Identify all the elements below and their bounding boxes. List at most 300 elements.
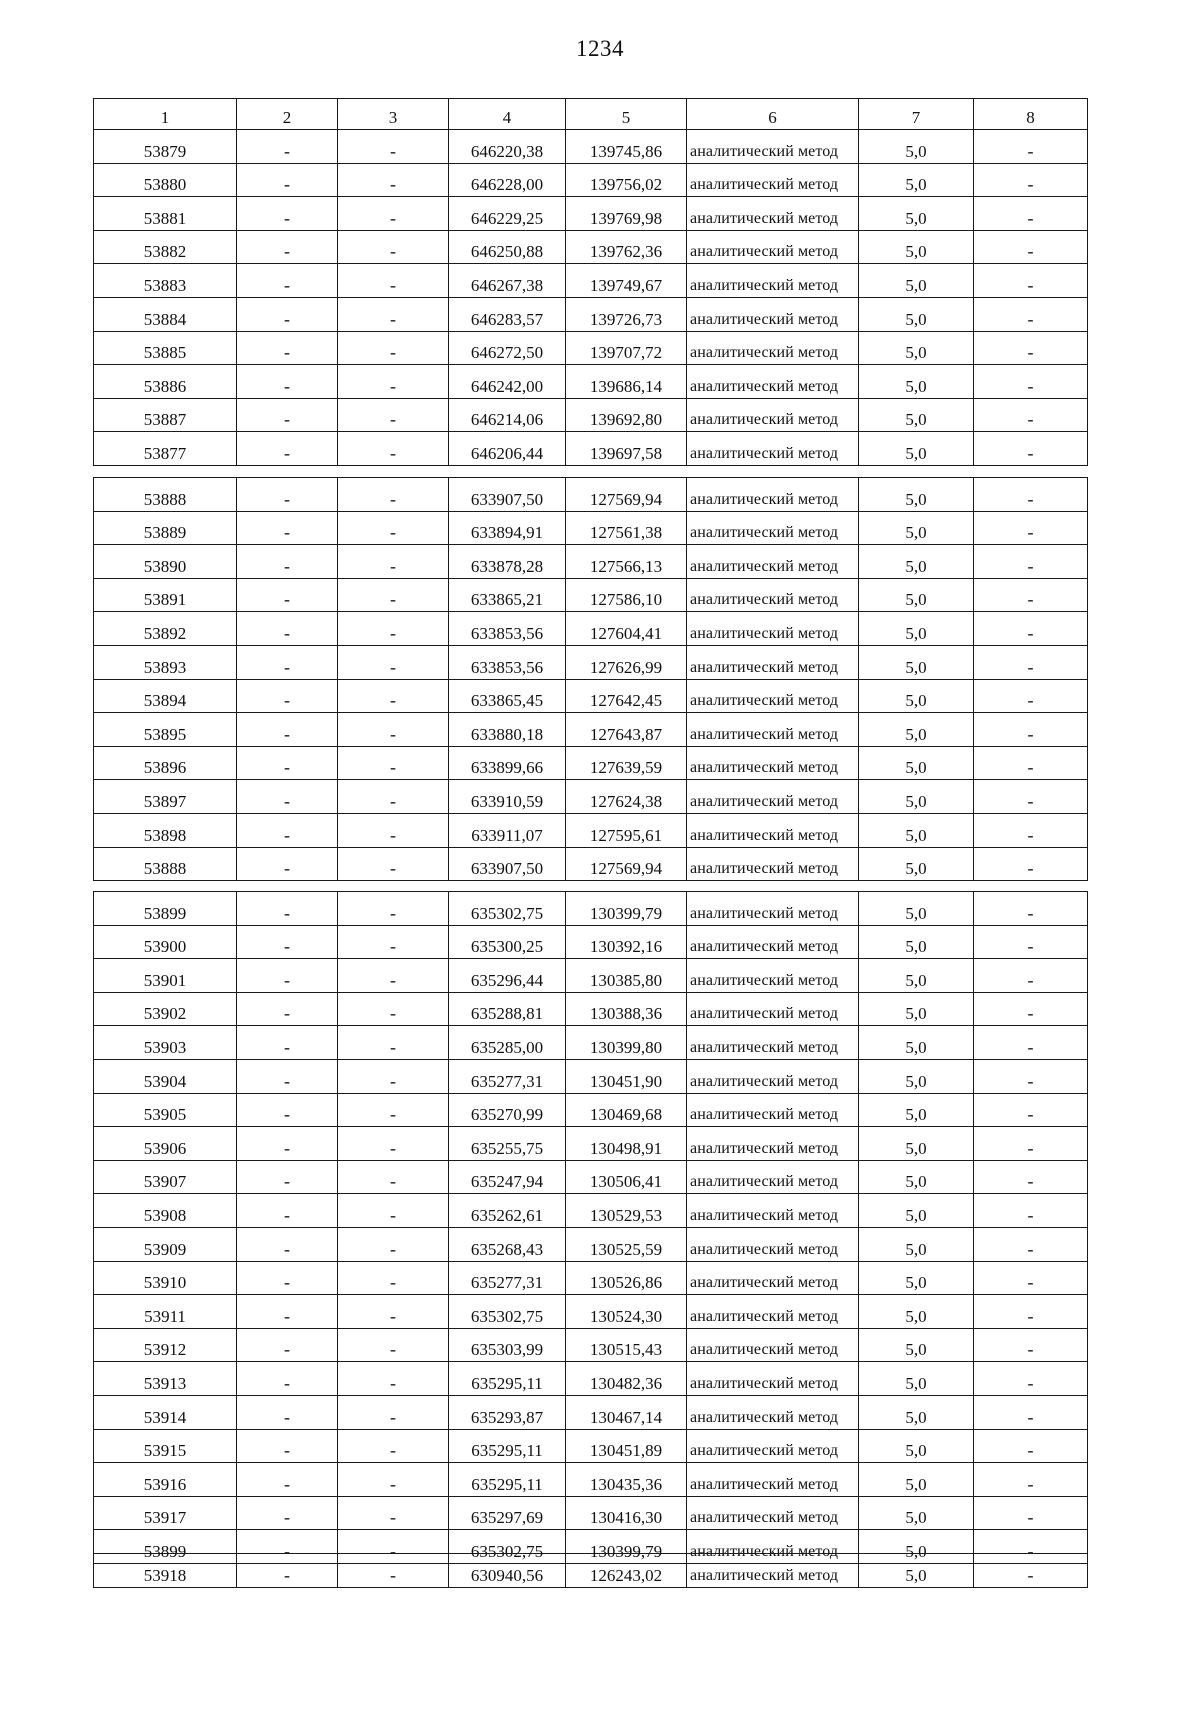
table-cell: -	[237, 1093, 338, 1127]
table-cell: -	[338, 331, 449, 365]
table-cell: -	[338, 1093, 449, 1127]
table-cell: аналитический метод	[687, 847, 859, 881]
table-cell: 127569,94	[566, 478, 687, 512]
table-cell: -	[338, 1059, 449, 1093]
table-cell: -	[974, 959, 1088, 993]
table-cell: -	[974, 1026, 1088, 1060]
table-cell: 635295,11	[449, 1362, 566, 1396]
table-row	[94, 992, 1088, 1026]
table-cell: аналитический метод	[687, 1496, 859, 1530]
table-cell: 139756,02	[566, 163, 687, 197]
table-cell: 633899,66	[449, 746, 566, 780]
table-cell: аналитический метод	[687, 130, 859, 164]
table-cell: -	[974, 892, 1088, 926]
table-row	[94, 780, 1088, 814]
table-cell: аналитический метод	[687, 892, 859, 926]
table-cell: аналитический метод	[687, 1093, 859, 1127]
table-cell: 5,0	[859, 1395, 974, 1429]
table-cell: -	[338, 1160, 449, 1194]
table-cell: 139749,67	[566, 264, 687, 298]
table-cell: -	[237, 612, 338, 646]
table-cell: 5,0	[859, 163, 974, 197]
table-cell: 633878,28	[449, 545, 566, 579]
table-row	[94, 1395, 1088, 1429]
table-cell: -	[338, 780, 449, 814]
coordinate-table-2	[93, 477, 1088, 881]
column-header: 1	[94, 99, 237, 130]
table-row	[94, 959, 1088, 993]
table-cell: 5,0	[859, 1059, 974, 1093]
table-cell: -	[237, 1059, 338, 1093]
table-cell: 130451,89	[566, 1429, 687, 1463]
table-cell: аналитический метод	[687, 578, 859, 612]
column-header: 3	[338, 99, 449, 130]
table-cell: -	[338, 1026, 449, 1060]
table-row	[94, 1463, 1088, 1497]
table-cell: -	[237, 780, 338, 814]
table-cell: 635255,75	[449, 1127, 566, 1161]
table-cell: 130506,41	[566, 1160, 687, 1194]
table-cell: -	[237, 163, 338, 197]
table-cell: 53912	[94, 1328, 237, 1362]
table-cell: 5,0	[859, 847, 974, 881]
table-cell: аналитический метод	[687, 925, 859, 959]
table-cell: 5,0	[859, 478, 974, 512]
table-cell: аналитический метод	[687, 1127, 859, 1161]
table-cell: 139707,72	[566, 331, 687, 365]
table-cell: -	[974, 1328, 1088, 1362]
table-cell: 635293,87	[449, 1395, 566, 1429]
table-cell: 53900	[94, 925, 237, 959]
table-row	[94, 1362, 1088, 1396]
table-cell: 5,0	[859, 130, 974, 164]
table-cell: -	[237, 959, 338, 993]
table-cell: -	[338, 1429, 449, 1463]
table-cell: -	[237, 813, 338, 847]
table-cell: 646214,06	[449, 398, 566, 432]
table-row	[94, 1328, 1088, 1362]
table-cell: 5,0	[859, 925, 974, 959]
table-row	[94, 679, 1088, 713]
table-cell: 53911	[94, 1295, 237, 1329]
table-cell: 5,0	[859, 746, 974, 780]
table-cell: аналитический метод	[687, 959, 859, 993]
table-cell: 53913	[94, 1362, 237, 1396]
table-row	[94, 847, 1088, 881]
table-cell: -	[338, 959, 449, 993]
table-cell: -	[974, 713, 1088, 747]
table-cell: 139762,36	[566, 230, 687, 264]
table-cell: 635262,61	[449, 1194, 566, 1228]
table-cell: 53902	[94, 992, 237, 1026]
table-cell: 635303,99	[449, 1328, 566, 1362]
column-header: 8	[974, 99, 1088, 130]
table-row	[94, 1554, 1088, 1588]
table-cell: -	[237, 1295, 338, 1329]
table-cell: 130399,80	[566, 1026, 687, 1060]
table-cell: 633880,18	[449, 713, 566, 747]
table-cell: 635288,81	[449, 992, 566, 1026]
table-row	[94, 813, 1088, 847]
table-cell: -	[974, 1194, 1088, 1228]
table-cell: -	[974, 1093, 1088, 1127]
table-cell: -	[338, 679, 449, 713]
table-cell: 635277,31	[449, 1059, 566, 1093]
table-cell: 635296,44	[449, 959, 566, 993]
table-row	[94, 478, 1088, 512]
table-cell: 5,0	[859, 230, 974, 264]
table-cell: 53877	[94, 432, 237, 466]
table-cell: -	[338, 365, 449, 399]
table-cell: 53885	[94, 331, 237, 365]
table-cell: 53907	[94, 1160, 237, 1194]
table-cell: 5,0	[859, 1463, 974, 1497]
table-row	[94, 1194, 1088, 1228]
table-cell: 5,0	[859, 892, 974, 926]
table-cell: 630940,56	[449, 1554, 566, 1588]
table-row	[94, 1127, 1088, 1161]
table-cell: -	[338, 1463, 449, 1497]
table-cell: 635277,31	[449, 1261, 566, 1295]
table-row	[94, 331, 1088, 365]
table-cell: 53880	[94, 163, 237, 197]
table-cell: -	[338, 813, 449, 847]
table-cell: 635247,94	[449, 1160, 566, 1194]
table-cell: -	[974, 1227, 1088, 1261]
table-cell: -	[237, 1328, 338, 1362]
table-row	[94, 1059, 1088, 1093]
table-cell: 5,0	[859, 1554, 974, 1588]
table-cell: -	[338, 612, 449, 646]
table-cell: 53908	[94, 1194, 237, 1228]
table-cell: -	[338, 1295, 449, 1329]
table-cell: -	[974, 1554, 1088, 1588]
table-cell: 5,0	[859, 365, 974, 399]
table-cell: 53881	[94, 197, 237, 231]
table-cell: 5,0	[859, 331, 974, 365]
table-cell: аналитический метод	[687, 432, 859, 466]
table-cell: -	[237, 398, 338, 432]
table-cell: аналитический метод	[687, 1429, 859, 1463]
table-cell: 635295,11	[449, 1463, 566, 1497]
table-cell: аналитический метод	[687, 1295, 859, 1329]
table-cell: -	[338, 847, 449, 881]
table-cell: 633911,07	[449, 813, 566, 847]
table-cell: -	[237, 432, 338, 466]
table-cell: -	[237, 1463, 338, 1497]
table-cell: 5,0	[859, 1362, 974, 1396]
table-cell: 635302,75	[449, 1295, 566, 1329]
table-cell: -	[237, 1026, 338, 1060]
table-cell: -	[237, 892, 338, 926]
table-cell: -	[974, 780, 1088, 814]
table-cell: 635297,69	[449, 1496, 566, 1530]
table-cell: -	[237, 1261, 338, 1295]
table-cell: -	[974, 1059, 1088, 1093]
table-cell: 139745,86	[566, 130, 687, 164]
table-cell: 127639,59	[566, 746, 687, 780]
table-cell: 53879	[94, 130, 237, 164]
table-cell: аналитический метод	[687, 992, 859, 1026]
table-cell: 633853,56	[449, 612, 566, 646]
table-cell: -	[237, 1395, 338, 1429]
table-cell: -	[974, 925, 1088, 959]
table-cell: 5,0	[859, 1496, 974, 1530]
table-cell: -	[338, 1328, 449, 1362]
table-cell: -	[974, 163, 1088, 197]
table-cell: 130451,90	[566, 1059, 687, 1093]
table-row	[94, 1429, 1088, 1463]
table-cell: 633853,56	[449, 645, 566, 679]
table-cell: 127642,45	[566, 679, 687, 713]
table-cell: 5,0	[859, 813, 974, 847]
table-cell: 53891	[94, 578, 237, 612]
table-cell: -	[974, 1261, 1088, 1295]
table-cell: -	[237, 1554, 338, 1588]
table-cell: 53904	[94, 1059, 237, 1093]
table-cell: 130416,30	[566, 1496, 687, 1530]
table-cell: аналитический метод	[687, 746, 859, 780]
table-cell: 5,0	[859, 398, 974, 432]
table-cell: -	[338, 1496, 449, 1530]
table-cell: -	[237, 847, 338, 881]
table-cell: 139769,98	[566, 197, 687, 231]
table-cell: 130399,79	[566, 1530, 687, 1564]
table-cell: 53914	[94, 1395, 237, 1429]
table-cell: 53895	[94, 713, 237, 747]
table-cell: 53906	[94, 1127, 237, 1161]
table-cell: аналитический метод	[687, 1059, 859, 1093]
table-cell: 5,0	[859, 297, 974, 331]
table-cell: аналитический метод	[687, 478, 859, 512]
table-cell: -	[338, 645, 449, 679]
table-cell: -	[237, 331, 338, 365]
table-cell: 130467,14	[566, 1395, 687, 1429]
table-cell: 53894	[94, 679, 237, 713]
table-row	[94, 197, 1088, 231]
table-cell: 130525,59	[566, 1227, 687, 1261]
table-cell: 127561,38	[566, 511, 687, 545]
table-cell: -	[974, 1429, 1088, 1463]
table-cell: -	[237, 264, 338, 298]
table-cell: 139697,58	[566, 432, 687, 466]
table-cell: -	[338, 1362, 449, 1396]
table-cell: -	[338, 163, 449, 197]
table-cell: -	[338, 230, 449, 264]
table-cell: аналитический метод	[687, 331, 859, 365]
table-cell: -	[974, 230, 1088, 264]
table-row	[94, 612, 1088, 646]
table-cell: -	[338, 1530, 449, 1564]
table-cell: аналитический метод	[687, 1463, 859, 1497]
table-cell: 53884	[94, 297, 237, 331]
table-cell: -	[974, 511, 1088, 545]
table-cell: аналитический метод	[687, 1026, 859, 1060]
table-cell: аналитический метод	[687, 264, 859, 298]
column-header: 2	[237, 99, 338, 130]
table-cell: 5,0	[859, 1261, 974, 1295]
table-cell: -	[974, 578, 1088, 612]
table-cell: -	[237, 197, 338, 231]
table-cell: -	[338, 130, 449, 164]
table-row	[94, 1261, 1088, 1295]
table-cell: 635295,11	[449, 1429, 566, 1463]
table-cell: -	[338, 578, 449, 612]
table-cell: 646267,38	[449, 264, 566, 298]
table-cell: 5,0	[859, 645, 974, 679]
table-cell: 5,0	[859, 612, 974, 646]
table-cell: 53882	[94, 230, 237, 264]
table-cell: -	[237, 645, 338, 679]
table-cell: -	[338, 1227, 449, 1261]
table-cell: -	[974, 197, 1088, 231]
table-row	[94, 925, 1088, 959]
table-cell: 5,0	[859, 1093, 974, 1127]
table-cell: аналитический метод	[687, 713, 859, 747]
table-cell: 130392,16	[566, 925, 687, 959]
table-cell: -	[338, 197, 449, 231]
table-cell: 646283,57	[449, 297, 566, 331]
table-cell: 130498,91	[566, 1127, 687, 1161]
table-cell: аналитический метод	[687, 645, 859, 679]
table-cell: аналитический метод	[687, 1160, 859, 1194]
table-cell: -	[338, 1554, 449, 1588]
table-cell: -	[237, 1194, 338, 1228]
table-cell: 127626,99	[566, 645, 687, 679]
table-cell: -	[974, 130, 1088, 164]
table-row	[94, 432, 1088, 466]
table-cell: 53899	[94, 1530, 237, 1564]
table-cell: -	[974, 1362, 1088, 1396]
table-row	[94, 1026, 1088, 1060]
table-cell: аналитический метод	[687, 1261, 859, 1295]
table-cell: -	[974, 331, 1088, 365]
table-cell: 130469,68	[566, 1093, 687, 1127]
table-cell: 5,0	[859, 511, 974, 545]
table-cell: аналитический метод	[687, 679, 859, 713]
table-cell: -	[338, 713, 449, 747]
table-cell: 53889	[94, 511, 237, 545]
table-cell: -	[237, 1227, 338, 1261]
table-cell: -	[237, 1160, 338, 1194]
table-row	[94, 545, 1088, 579]
table-cell: -	[237, 713, 338, 747]
table-cell: 635302,75	[449, 1530, 566, 1564]
table-cell: -	[237, 925, 338, 959]
table-cell: 5,0	[859, 1194, 974, 1228]
table-cell: -	[237, 746, 338, 780]
table-cell: 646228,00	[449, 163, 566, 197]
table-cell: 633907,50	[449, 847, 566, 881]
table-cell: 635302,75	[449, 892, 566, 926]
table-cell: 53916	[94, 1463, 237, 1497]
table-row	[94, 130, 1088, 164]
table-cell: аналитический метод	[687, 163, 859, 197]
page-number: 1234	[576, 36, 624, 61]
table-cell: 53918	[94, 1554, 237, 1588]
table-cell: 53888	[94, 478, 237, 512]
table-cell: аналитический метод	[687, 1194, 859, 1228]
table-row	[94, 578, 1088, 612]
table-cell: -	[237, 992, 338, 1026]
table-cell: -	[974, 813, 1088, 847]
table-cell: 53896	[94, 746, 237, 780]
table-cell: аналитический метод	[687, 813, 859, 847]
table-cell: 5,0	[859, 679, 974, 713]
table-cell: аналитический метод	[687, 197, 859, 231]
table-cell: -	[974, 1496, 1088, 1530]
table-cell: -	[338, 297, 449, 331]
column-header: 5	[566, 99, 687, 130]
table-cell: аналитический метод	[687, 365, 859, 399]
table-cell: -	[237, 1127, 338, 1161]
table-row	[94, 1093, 1088, 1127]
table-row	[94, 713, 1088, 747]
coordinate-table-4	[93, 1553, 1088, 1588]
table-cell: -	[338, 432, 449, 466]
table-cell: 633894,91	[449, 511, 566, 545]
table-cell: 53915	[94, 1429, 237, 1463]
table-cell: -	[974, 746, 1088, 780]
table-row	[94, 398, 1088, 432]
table-row	[94, 1496, 1088, 1530]
table-cell: 53893	[94, 645, 237, 679]
table-cell: 5,0	[859, 780, 974, 814]
table-row	[94, 511, 1088, 545]
table-cell: 5,0	[859, 1160, 974, 1194]
table-cell: 5,0	[859, 992, 974, 1026]
table-cell: -	[338, 1194, 449, 1228]
table-cell: 53890	[94, 545, 237, 579]
table-cell: 139686,14	[566, 365, 687, 399]
table-cell: 53903	[94, 1026, 237, 1060]
table-cell: 53917	[94, 1496, 237, 1530]
table-cell: 53888	[94, 847, 237, 881]
table-cell: 5,0	[859, 578, 974, 612]
table-cell: 633910,59	[449, 780, 566, 814]
table-cell: аналитический метод	[687, 1530, 859, 1564]
table-cell: 646272,50	[449, 331, 566, 365]
coordinate-table-1	[93, 98, 1088, 466]
table-cell: 5,0	[859, 1295, 974, 1329]
table-cell: 5,0	[859, 1227, 974, 1261]
table-row	[94, 264, 1088, 298]
table-cell: 635270,99	[449, 1093, 566, 1127]
table-row	[94, 1295, 1088, 1329]
table-cell: 127624,38	[566, 780, 687, 814]
table-row	[94, 230, 1088, 264]
table-cell: 53899	[94, 892, 237, 926]
table-cell: -	[338, 478, 449, 512]
table-cell: 635268,43	[449, 1227, 566, 1261]
table-cell: -	[974, 679, 1088, 713]
table-cell: -	[338, 746, 449, 780]
table-cell: аналитический метод	[687, 1227, 859, 1261]
table-cell: -	[237, 297, 338, 331]
table-cell: -	[974, 1395, 1088, 1429]
table-cell: аналитический метод	[687, 398, 859, 432]
table-cell: 53897	[94, 780, 237, 814]
table-cell: аналитический метод	[687, 545, 859, 579]
table-cell: 53886	[94, 365, 237, 399]
table-cell: 633865,45	[449, 679, 566, 713]
table-cell: -	[974, 992, 1088, 1026]
table-cell: 130399,79	[566, 892, 687, 926]
table-cell: -	[237, 478, 338, 512]
table-cell: -	[338, 892, 449, 926]
table-cell: 130482,36	[566, 1362, 687, 1396]
table-row	[94, 1227, 1088, 1261]
